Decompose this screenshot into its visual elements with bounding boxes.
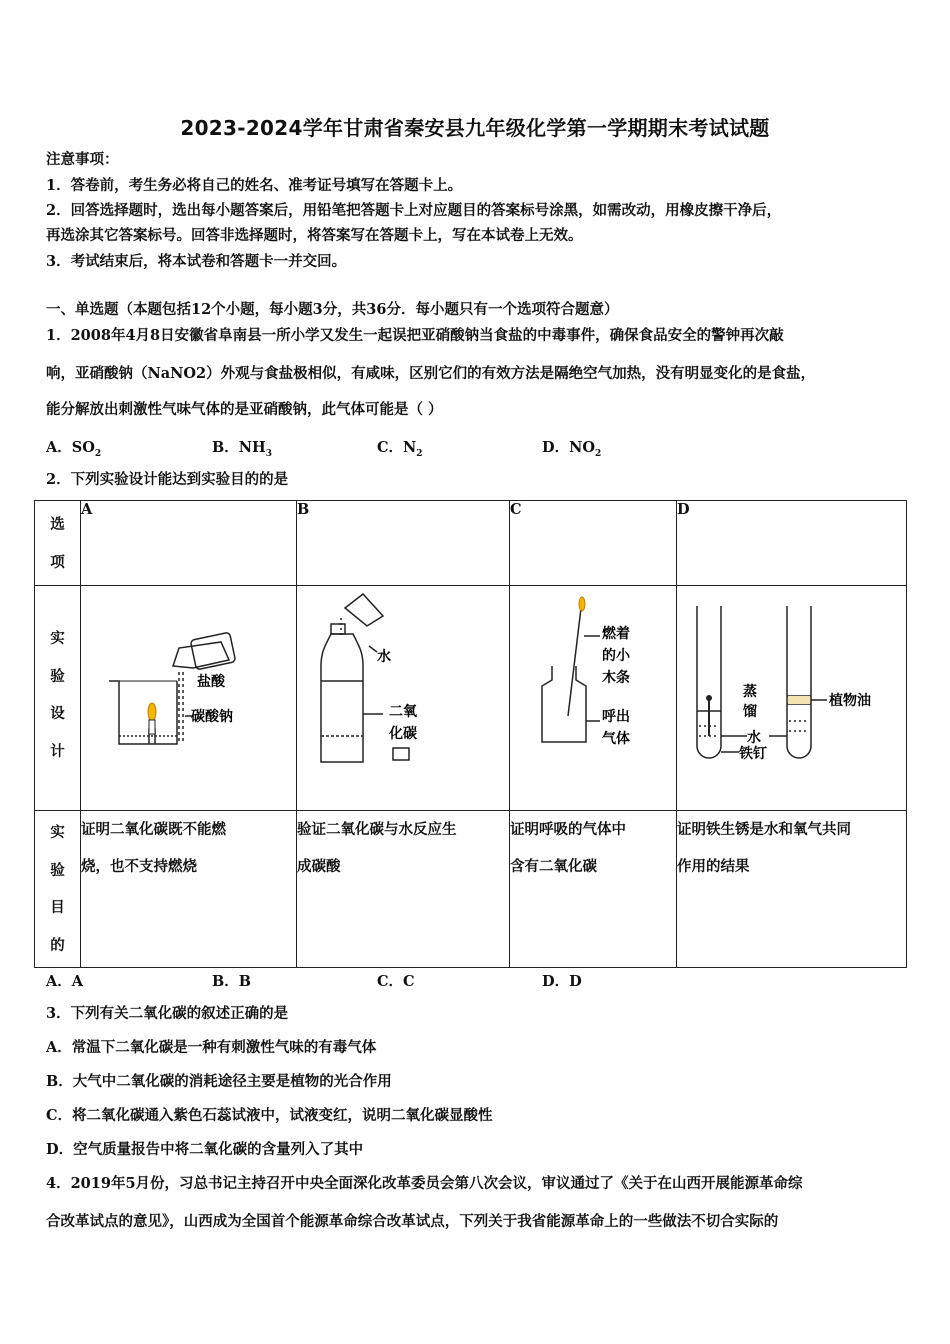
option-a[interactable]: A．常温下二氧化碳是一种有刺激性气味的有毒气体 [46,1039,377,1056]
column-head: B [297,501,510,586]
svg-text:馏: 馏 [743,704,757,720]
svg-text:气体: 气体 [602,731,630,747]
purpose-d: 证明铁生锈是水和氧气共同 作用的结果 [677,811,907,968]
diagram-c [510,586,675,806]
option-c[interactable]: C．将二氧化碳通入紫色石蕊试液中，试液变红，说明二氧化碳显酸性 [46,1107,493,1124]
table-row [35,501,907,586]
option-d[interactable]: D．$NO_2$ [542,439,602,459]
design-a [81,586,297,811]
svg-text:碳酸钠: 碳酸钠 [191,709,233,725]
svg-text:燃着: 燃着 [602,626,630,642]
notice-item: 再选涂其它答案标号。回答非选择题时，将答案写在答题卡上，写在本试卷上无效。 [46,227,583,244]
design-d [677,586,907,811]
page-title: 2023-2024学年甘肃省秦安县九年级化学第一学期期末考试试题 [180,116,770,140]
diagram-d [677,586,905,806]
row-head-purpose: 实 验 目 的 [35,811,81,968]
nail-icon [706,695,712,701]
svg-text:的小: 的小 [602,648,630,664]
question-4-line: 4．2019年5月份，习总书记主持召开中央全面深化改革委员会第八次会议，审议通过了《关于在山西开展能源革命综 [46,1175,803,1192]
flame-icon [579,597,585,611]
option-b[interactable]: B．B [212,973,252,990]
purpose-b: 验证二氧化碳与水反应生 成碳酸 [297,811,510,968]
svg-text:水: 水 [747,730,761,746]
question-1-options [46,436,916,459]
svg-text:呼出: 呼出 [602,709,630,725]
design-c [510,586,677,811]
question-1-line: 响，亚硝酸钠（NaNO2）外观与食盐极相似，有咸味，区别它们的有效方法是隔绝空气加热，没有明显变化的是食盐， [46,365,816,382]
option-b[interactable]: B．$NH_3$ [212,439,272,459]
column-head: C [510,501,677,586]
purpose-a: 证明二氧化碳既不能燃 烧，也不支持燃烧 [81,811,297,968]
option-a[interactable]: A．$SO_2$ [46,439,102,459]
svg-text:铁钉: 铁钉 [739,746,767,762]
notice-item: 1．答卷前，考生务必将自己的姓名、准考证号填写在答题卡上。 [46,177,463,194]
design-b [297,586,510,811]
svg-text:水: 水 [377,649,391,665]
notice-heading: 注意事项： [46,151,119,168]
svg-text:二氧: 二氧 [389,704,417,720]
notice-item: 2．回答选择题时，选出每小题答案后，用铅笔把答题卡上对应题目的答案标号涂黑，如需改动，用橡皮擦干净后， [46,202,782,219]
question-4-line: 合改革试点的意见》，山西成为全国首个能源革命综合改革试点，下列关于我省能源革命上的一些做法不切合实际的 [46,1213,779,1230]
table-row [35,586,907,811]
table-row [35,811,907,968]
flame-icon [148,703,156,721]
section-heading: 一、单选题（本题包括12个小题，每小题3分，共36分．每小题只有一个选项符合题意） [46,301,619,318]
row-head-design: 实 验 设 计 [35,586,81,811]
svg-text:木条: 木条 [602,670,630,686]
question-1-line: 能分解放出刺激性气味气体的是亚硝酸钠，此气体可能是（ ） [46,401,443,418]
svg-text:化碳: 化碳 [389,726,417,742]
option-c[interactable]: C．$N_2$ [377,439,423,459]
option-d[interactable]: D．D [542,973,582,990]
option-a[interactable]: A．A [46,973,84,990]
option-b[interactable]: B．大气中二氧化碳的消耗途径主要是植物的光合作用 [46,1073,392,1090]
option-c[interactable]: C．C [377,973,415,990]
svg-text:植物油: 植物油 [829,693,871,709]
row-head-option: 选 项 [35,501,81,586]
column-head: A [81,501,297,586]
experiment-table [34,500,907,968]
question-1-line: 1．2008年4月8日安徽省阜南县一所小学又发生一起误把亚硝酸钠当食盐的中毒事件，确保食品安全的警钟再次敲 [46,327,784,344]
svg-text:盐酸: 盐酸 [197,674,225,690]
column-head: D [677,501,907,586]
diagram-a [81,586,295,806]
diagram-b [297,586,508,806]
option-d[interactable]: D．空气质量报告中将二氧化碳的含量列入了其中 [46,1141,364,1158]
question-2-options [46,970,916,990]
notice-item: 3．考试结束后，将本试卷和答题卡一并交回。 [46,253,347,270]
question-2-stem: 2．下列实验设计能达到实验目的的是 [46,471,289,488]
question-3-stem: 3．下列有关二氧化碳的叙述正确的是 [46,1005,289,1022]
purpose-c: 证明呼吸的气体中 含有二氧化碳 [510,811,677,968]
svg-text:蒸: 蒸 [743,684,757,700]
